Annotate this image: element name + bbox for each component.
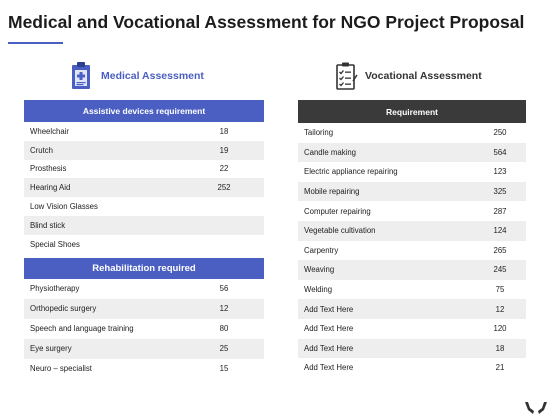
page-title: Medical and Vocational Assessment for NGO Project Proposal — [8, 12, 525, 32]
row-label: Vegetable cultivation — [304, 226, 376, 236]
table-row — [24, 339, 264, 359]
row-label: Orthopedic surgery — [30, 304, 97, 314]
table-row — [298, 280, 526, 300]
row-value: 123 — [493, 167, 507, 177]
row-label: Wheelchair — [30, 126, 69, 136]
row-label: Tailoring — [304, 128, 334, 138]
row-label: Welding — [304, 285, 333, 295]
medical-panel — [24, 100, 264, 379]
table-row — [298, 358, 526, 378]
table-row — [24, 216, 264, 235]
table-row — [298, 299, 526, 319]
row-value: 287 — [493, 206, 507, 216]
requirement-header: Requirement — [298, 100, 526, 123]
row-value: 75 — [495, 285, 505, 295]
hands-icon — [522, 400, 550, 416]
table-row — [24, 141, 264, 160]
medical-heading-label: Medical Assessment — [101, 70, 204, 82]
row-value: 21 — [495, 363, 505, 373]
checklist-icon — [334, 61, 358, 91]
medical-clipboard-icon — [70, 61, 94, 91]
row-label: Electric appliance repairing — [304, 167, 398, 177]
vocational-heading — [334, 58, 482, 94]
row-label: Add Text Here — [304, 363, 354, 373]
row-value: 12 — [219, 304, 229, 314]
row-value: 124 — [493, 226, 507, 236]
table-row — [298, 260, 526, 280]
devices-header: Assistive devices requirement — [24, 100, 264, 122]
row-label: Prosthesis — [30, 164, 67, 174]
row-label: Mobile repairing — [304, 187, 360, 197]
row-value: 325 — [493, 187, 507, 197]
row-label: Blind stick — [30, 220, 66, 230]
table-row — [24, 197, 264, 216]
table-row — [24, 235, 264, 254]
row-label: Add Text Here — [304, 304, 354, 314]
row-value: 18 — [219, 126, 229, 136]
row-value: 80 — [219, 324, 229, 334]
vocational-panel — [298, 100, 526, 378]
table-row — [24, 359, 264, 379]
row-value: 18 — [495, 343, 505, 353]
table-row — [24, 299, 264, 319]
table-row — [298, 123, 526, 143]
row-value: 265 — [493, 245, 507, 255]
row-label: Add Text Here — [304, 324, 354, 334]
table-row — [24, 122, 264, 141]
row-label: Computer repairing — [304, 206, 371, 216]
row-value: 245 — [493, 265, 507, 275]
table-row — [298, 201, 526, 221]
rehab-header: Rehabilitation required — [24, 258, 264, 279]
row-value: 15 — [219, 364, 229, 374]
row-label: Low Vision Glasses — [30, 202, 98, 212]
vocational-table — [298, 123, 526, 378]
rehab-section — [24, 258, 264, 379]
row-value: 25 — [219, 344, 229, 354]
table-row — [24, 319, 264, 339]
table-row — [298, 241, 526, 261]
row-label: Carpentry — [304, 245, 339, 255]
row-value: 56 — [219, 284, 229, 294]
row-label: Candle making — [304, 147, 357, 157]
row-label: Eye surgery — [30, 344, 72, 354]
rehab-table — [24, 279, 264, 379]
row-value: 12 — [495, 304, 505, 314]
row-label: Weaving — [304, 265, 335, 275]
table-row — [298, 182, 526, 202]
table-row — [24, 279, 264, 299]
table-row — [298, 221, 526, 241]
row-label: Physiotherapy — [30, 284, 80, 294]
row-label: Neuro – specialist — [30, 364, 92, 374]
row-value: 250 — [493, 128, 507, 138]
title-underline — [8, 42, 63, 44]
devices-table — [24, 122, 264, 254]
table-row — [24, 160, 264, 179]
row-label: Hearing Aid — [30, 183, 71, 193]
row-value: 564 — [493, 147, 507, 157]
table-row — [298, 162, 526, 182]
vocational-heading-label: Vocational Assessment — [365, 70, 482, 82]
row-label: Add Text Here — [304, 343, 354, 353]
table-row — [298, 319, 526, 339]
medical-heading — [70, 58, 204, 94]
table-row — [298, 143, 526, 163]
table-row — [298, 339, 526, 359]
row-label: Special Shoes — [30, 239, 80, 249]
row-value: 120 — [493, 324, 507, 334]
table-row — [24, 178, 264, 197]
row-label: Crutch — [30, 145, 53, 155]
row-value: 252 — [217, 183, 231, 193]
row-value: 22 — [219, 164, 229, 174]
row-value: 19 — [219, 145, 229, 155]
row-label: Speech and language training — [30, 324, 134, 334]
